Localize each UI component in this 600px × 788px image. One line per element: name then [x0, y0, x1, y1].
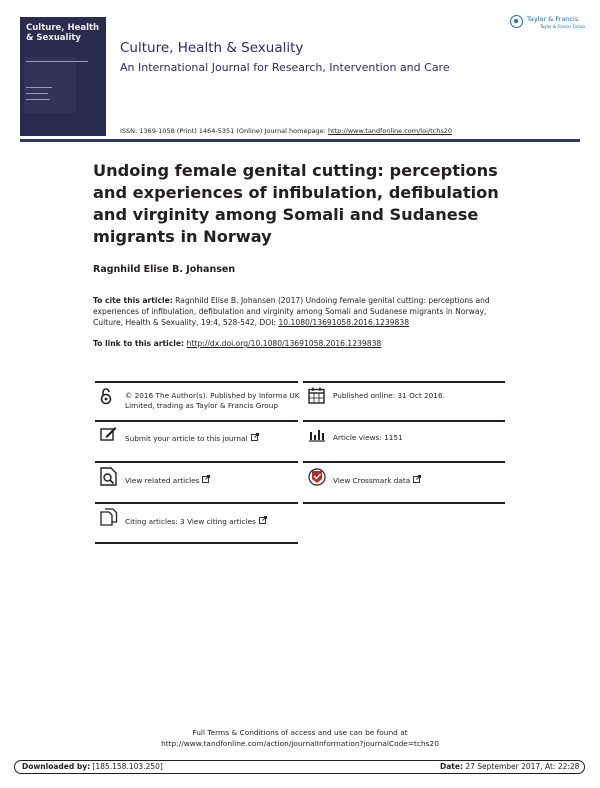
cover-title: Culture, Health & Sexuality — [26, 23, 100, 43]
crossmark-label: View Crossmark data — [333, 476, 411, 485]
external-link-icon — [251, 433, 259, 441]
issn-line — [120, 127, 452, 135]
license-text: © 2016 The Author(s). Published by Informa UK Limited, trading as Taylor & Francis Group — [125, 391, 300, 410]
cover-divider — [26, 93, 48, 94]
external-link-icon — [413, 475, 421, 483]
cover-divider — [26, 99, 50, 100]
related-articles-link[interactable] — [125, 475, 210, 486]
journal-homepage-link[interactable]: http://www.tandfonline.com/loi/tchs20 — [327, 127, 452, 135]
citation-doi-link[interactable]: 10.1080/13691058.2016.1239838 — [278, 318, 410, 327]
citing-articles-label: Citing articles: 3 View citing articles — [125, 517, 256, 526]
crossmark-icon — [308, 467, 326, 487]
crossmark-link[interactable] — [333, 475, 421, 486]
publisher-logo[interactable] — [510, 13, 588, 35]
submit-article-link[interactable] — [125, 433, 259, 444]
article-link-line — [93, 339, 381, 348]
article-title: Undoing female genital cutting: perceptions and experiences of infibulation, defibulation and virginity among Somali and Sudanese migrants in Norway — [93, 161, 499, 246]
edit-icon — [100, 426, 117, 441]
info-divider — [303, 461, 505, 463]
download-date — [440, 762, 579, 771]
cover-divider — [26, 87, 52, 88]
journal-cover-image — [20, 17, 106, 136]
terms-line: Full Terms & Conditions of access and use can be found at — [192, 728, 408, 737]
citing-articles-link[interactable] — [125, 516, 267, 527]
cover-decoration — [24, 57, 76, 113]
published-date: Published online: 31 Oct 2016. — [333, 391, 445, 400]
info-divider — [95, 461, 298, 463]
downloaded-by-ip: [185.158.103.250] — [90, 762, 163, 771]
info-divider — [95, 420, 298, 422]
article-author: Ragnhild Elise B. Johansen — [93, 264, 236, 275]
external-link-icon — [202, 475, 210, 483]
article-doi-link[interactable]: http://dx.doi.org/10.1080/13691058.2016.1239838 — [186, 339, 382, 348]
publisher-tagline: Taylor & Francis Group — [540, 24, 585, 29]
header-divider — [20, 139, 580, 142]
article-views: Article views: 1151 — [333, 433, 403, 442]
info-divider — [95, 502, 298, 504]
journal-subtitle: An International Journal for Research, Intervention and Care — [120, 61, 450, 74]
bar-chart-icon — [308, 428, 326, 442]
journal-title: Culture, Health & Sexuality — [120, 40, 304, 56]
related-articles-label: View related articles — [125, 476, 200, 485]
issn-text: ISSN: 1369-1058 (Print) 1464-5351 (Online) Journal homepage: — [120, 127, 328, 135]
external-link-icon — [259, 516, 267, 524]
downloaded-by-label: Downloaded by: — [22, 762, 91, 771]
publisher-name: Taylor & Francis — [527, 15, 579, 23]
related-articles-icon — [100, 467, 117, 486]
open-access-icon — [100, 387, 112, 405]
info-divider — [95, 381, 298, 383]
info-divider — [303, 420, 505, 422]
info-divider — [303, 381, 505, 383]
link-label: To link to this article: — [93, 339, 187, 348]
publisher-logo-icon — [510, 15, 523, 28]
citation-block — [93, 295, 515, 328]
download-date-label: Date: — [440, 762, 463, 771]
citation-text: Ragnhild Elise B. Johansen (2017) Undoing female genital cutting: perceptions and experiences of infibulation, defibulation and virginity among Somali and Sudanese migrants in Norway, Culture, Health & Sexuality, 19:4, 528-542, DOI: — [93, 296, 490, 327]
citation-label: To cite this article: — [93, 296, 173, 305]
download-date-value: 27 September 2017, At: 22:28 — [462, 762, 580, 771]
terms-url[interactable]: http://www.tandfonline.com/action/journalInformation?journalCode=tchs20 — [161, 739, 439, 748]
info-divider — [303, 502, 505, 504]
citing-articles-icon — [100, 508, 118, 526]
calendar-icon — [308, 387, 325, 404]
cover-divider — [26, 61, 88, 62]
downloaded-by — [22, 762, 163, 771]
info-divider — [95, 542, 298, 544]
submit-article-label: Submit your article to this journal — [125, 434, 248, 443]
